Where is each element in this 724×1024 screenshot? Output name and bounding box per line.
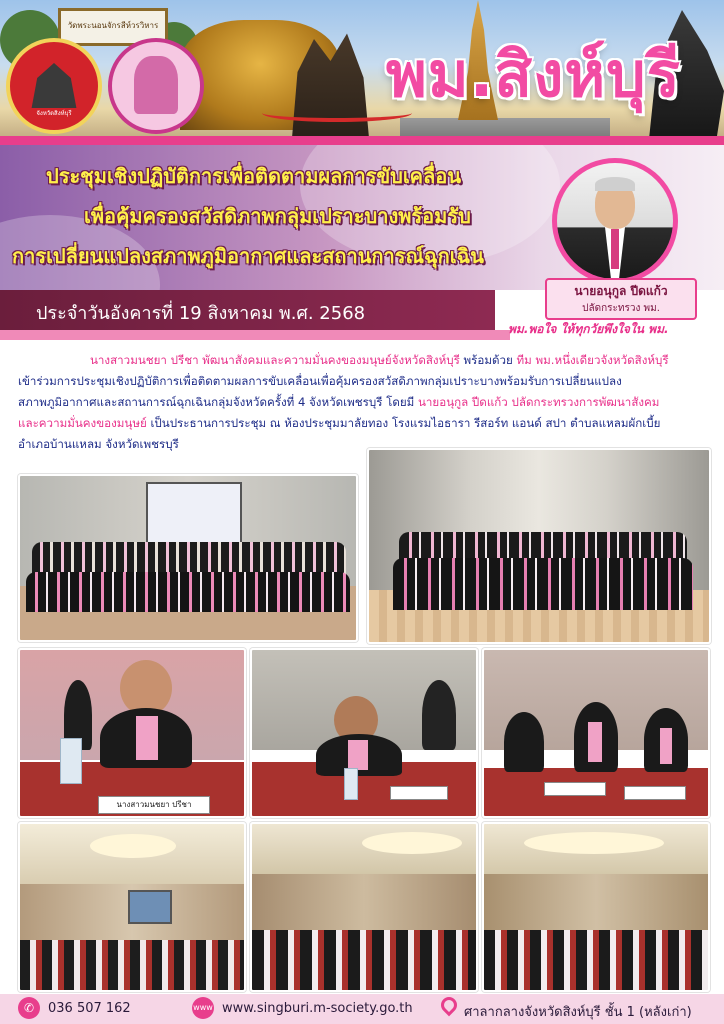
brand-title: พม.สิงห์บุรี	[386, 38, 681, 111]
body-highlight: และความมั่นคงของมนุษย์	[18, 416, 147, 430]
header-pink-bar	[0, 136, 724, 145]
temple-sign-text: วัดพระนอนจักรสีห์วรวิหาร	[67, 21, 159, 30]
pink-shirt	[136, 716, 158, 760]
singburi-province-logo	[6, 38, 102, 134]
news-body	[18, 350, 708, 455]
official-name: นายอนุกูล ปีดแก้ว	[574, 284, 668, 298]
body-line-1	[18, 350, 708, 371]
meeting-date: ประจำวันอังคารที่ 19 สิงหาคม พ.ศ. 2568	[36, 303, 366, 324]
nameplate: นางสาวมนชยา ปรีชา	[98, 796, 210, 814]
pink-shirt	[348, 740, 368, 770]
body-highlight: นายอนุกูล ปีดแก้ว ปลัดกระทรวงการพัฒนาสังคม	[418, 395, 660, 409]
title-line-2: เพื่อคุ้มครองสวัสดิภาพกลุ่มเปราะบางพร้อมรับ	[84, 204, 471, 228]
projector-screen	[128, 890, 172, 924]
meeting-photo-3	[482, 648, 710, 818]
body-line-3	[18, 392, 708, 413]
footer-website[interactable]: www.singburi.m-society.go.th	[222, 1001, 413, 1016]
crowd-front-row	[26, 572, 350, 612]
attendee	[422, 680, 456, 750]
pink-shirt	[588, 722, 602, 762]
hall-photo-1	[18, 822, 246, 992]
title-line-1: ประชุมเชิงปฏิบัติการเพื่อติดตามผลการขับเคลื่อน	[46, 164, 461, 188]
portrait-tie	[611, 229, 619, 269]
official-name-ribbon	[545, 278, 697, 320]
body-text: เป็นประธานการประชุม ณ ห้องประชุมมาลัยทอง โรงแรมไอธารา รีสอร์ท แอนด์ สปา ตำบลแหลมผักเบี้ย	[146, 416, 661, 430]
ministry-logo	[108, 38, 204, 134]
body-text: สภาพภูมิอากาศและสถานการณ์ฉุกเฉินกลุ่มจังหวัดครั้งที่ 4 จังหวัดเพชรบุรี โดยมี	[18, 395, 418, 409]
water-bottle	[60, 738, 82, 784]
nameplate-blank	[624, 786, 686, 800]
body-highlight: นางสาวมนชยา ปรีชา พัฒนาสังคมและความมั่นคงของมนุษย์จังหวัดสิงห์บุรี	[90, 353, 460, 367]
province-logo-text: จังหวัดสิงห์บุรี	[36, 110, 72, 117]
body-line-4	[18, 413, 708, 434]
date-underline	[0, 330, 510, 340]
footer-phone: 036 507 162	[48, 1001, 131, 1016]
date-bar	[0, 290, 495, 330]
phone-icon: ✆	[18, 997, 40, 1019]
pink-shirt	[660, 728, 672, 764]
body-text: พร้อมด้วย	[459, 353, 517, 367]
attendee	[504, 712, 544, 772]
hall-photo-2	[250, 822, 478, 992]
water-bottle	[344, 768, 358, 800]
group-photo-2	[367, 448, 711, 644]
hall-photo-3	[482, 822, 710, 992]
body-highlight: ทีม พม.หนึ่งเดียวจังหวัดสิงห์บุรี	[516, 353, 669, 367]
footer	[0, 994, 724, 1024]
seated-audience	[484, 930, 708, 990]
group-photo-1	[18, 474, 358, 642]
meeting-photo-2	[250, 648, 478, 818]
ceiling-light	[524, 832, 664, 854]
projector-screen	[146, 482, 242, 548]
slogan: พม.พอใจ ให้ทุกวัยพึงใจใน พม.	[508, 322, 669, 336]
body-line-5: อำเภอบ้านแหลม จังหวัดเพชรบุรี	[18, 437, 179, 451]
title-line-3: การเปลี่ยนแปลงสภาพภูมิอากาศและสถานการณ์ฉุกเฉิน	[12, 244, 484, 268]
province-seal-icon	[26, 58, 82, 108]
ceiling-light	[90, 834, 176, 858]
meeting-photo-1	[18, 648, 246, 818]
nameplate-blank	[390, 786, 448, 800]
header-banner	[0, 0, 724, 145]
globe-icon: www	[192, 997, 214, 1019]
crowd-front-row	[393, 558, 693, 610]
ceiling-light	[362, 832, 462, 854]
seated-audience	[20, 940, 244, 990]
seated-audience	[252, 930, 476, 990]
official-position: ปลัดกระทรวง พม.	[582, 303, 660, 314]
official-portrait	[557, 163, 673, 279]
ministry-seal-icon	[134, 56, 178, 114]
portrait-hair	[595, 177, 635, 191]
nameplate-blank	[544, 782, 606, 796]
body-line-2: เข้าร่วมการประชุมเชิงปฏิบัติการเพื่อติดตามผลการขับเคลื่อนเพื่อคุ้มครองสวัสดิภาพกลุ่มเปราะบางพร้อมรับการเปลี่ยนแปลง	[18, 374, 622, 388]
footer-address: ศาลากลางจังหวัดสิงห์บุรี ชั้น 1 (หลังเก่า)	[464, 1005, 692, 1020]
location-pin-icon	[438, 994, 461, 1017]
